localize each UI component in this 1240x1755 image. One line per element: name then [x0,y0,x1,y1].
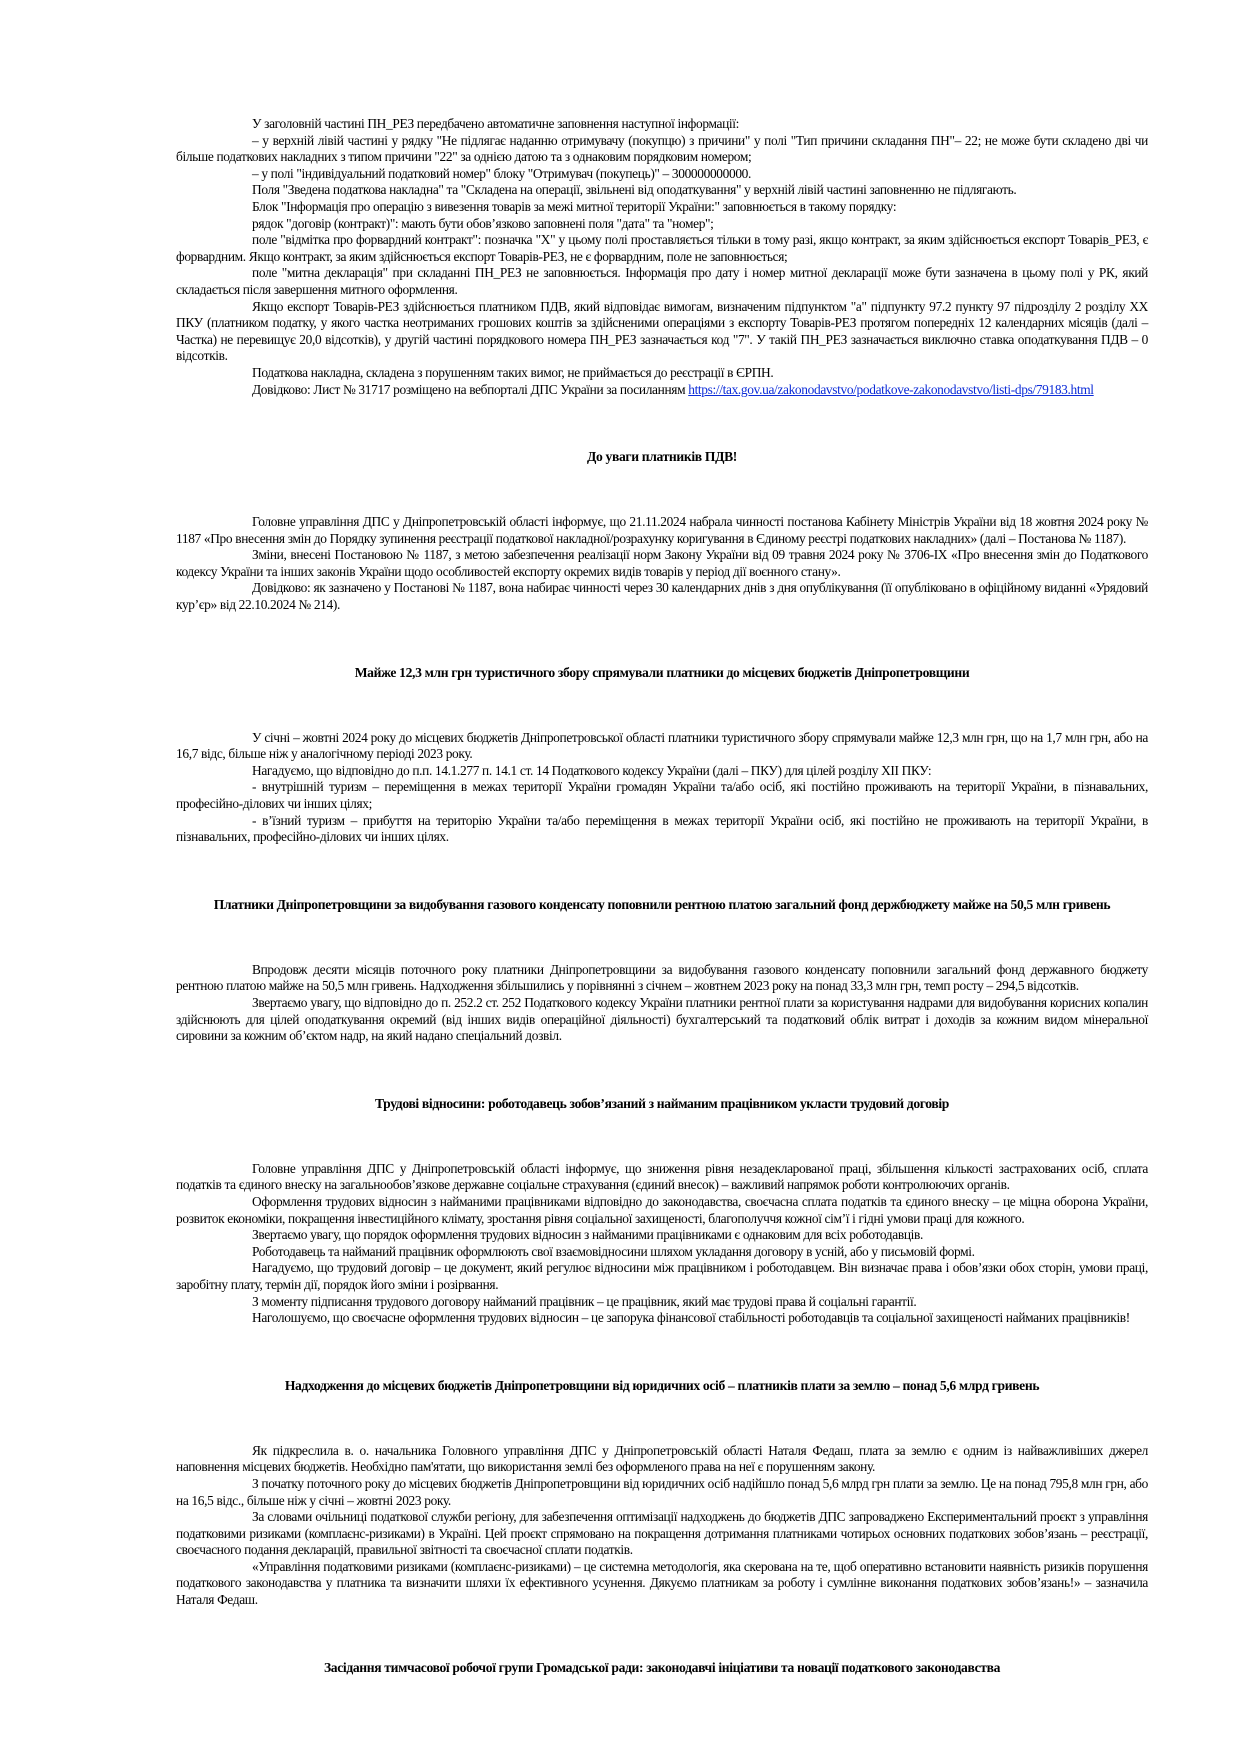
paragraph: поле "відмітка про форвардний контракт": позначка "Х" у цьому полі проставляється тільки в тому разі, якщо контракт, за яким здійснюється експорт Товарів_РЕЗ, є форвардним. Якщо контракт, за яким здійснюється експорт Товарів-РЕЗ, не є форвардним, поле не заповнюється; [176,232,1148,264]
section-title-vat: До уваги платників ПДВ! [587,449,737,465]
reference-text: Довідково: Лист № 31717 розміщено на вебпорталі ДПС України за посиланням [252,381,689,397]
paragraph: З моменту підписання трудового договору найманий працівник – це працівник, який має трудові права й соціальні гарантії. [252,1293,917,1309]
paragraph: – у верхній лівій частині у рядку "Не підлягає наданню отримувачу (покупцю) з причини" у полі "Тип причини складання ПН"– 22; не може бути складено дві чи більше податкових накладних з типом причини "22" за однією датою та з однаковим порядковим номером; [176,132,1148,165]
paragraph: рядок "договір (контракт)": мають бути обов’язково заповнені поля "дата" та "номер"; [252,215,714,231]
paragraph: Звертаємо увагу, що порядок оформлення трудових відносин з найманими працівниками є однаковим для всіх роботодавців. [252,1227,923,1243]
paragraph: За словами очільниці податкової служби регіону, для забезпечення оптимізації надходжень до бюджетів ДПС запроваджено Експериментальний проєкт з управління податковими ризиками (комплаєнс-ризиками) в Україні. Цей проєкт спрямовано на покращення дотримання платниками чотирьох основних податкових зобов’язань – реєстрації, своєчасного подання декларацій, правильної звітності та своєчасної сплати податків. [176,1509,1148,1558]
section-pn-rez [176,116,1148,398]
paragraph: - внутрішній туризм – переміщення в межах території України громадян України та/або осіб, які постійно проживають на території України, в пізнавальних, професійно-ділових чи інших цілях; [176,779,1148,812]
paragraph: Блок "Інформація про операцію з вивезення товарів за межі митної території України:" заповнюється в такому порядку: [252,198,897,214]
paragraph: Нагадуємо, що відповідно до п.п. 14.1.277 п. 14.1 ст. 14 Податкового кодексу України (далі – ПКУ) для цілей розділу XII ПКУ: [252,762,932,778]
paragraph: поле "митна декларація" при складанні ПН_РЕЗ не заповнюється. Інформація про дату і номер митної декларації може бути зазначена в цьому полі у РК, який складається після завершення митного оформлення. [176,265,1148,297]
paragraph: Оформлення трудових відносин з найманими працівниками відповідно до законодавства, своєчасна сплата податків та єдиного внеску – це міцна оборона України, розвиток економіки, покращення інвестиційного клімату, зростання рівня соціальної захищеності, благополуччя кожної сім’ї і гідні умови праці для кожного. [176,1193,1148,1226]
section-title-public-council: Засідання тимчасової робочої групи Громадської ради: законодавчі ініціативи та новації податкового законодавства [323,1659,1001,1675]
section-gas-condensate [176,962,1148,1045]
section-title-tourist-tax: Майже 12,3 млн грн туристичного збору спрямували платники до місцевих бюджетів Дніпропетровщини [354,664,970,680]
section-title-labor: Трудові відносини: роботодавець зобов’язаний з найманим працівником укласти трудовий договір [374,1095,949,1111]
paragraph: Поля "Зведена податкова накладна" та "Складена на операції, звільнені від оподаткування" у верхній лівій частині заповненню не підлягають. [252,182,1017,198]
paragraph: Нагадуємо, що трудовий договір – це документ, який регулює відносини між працівником і роботодавцем. Він визначає права і обов’язки обох сторін, умови праці, заробітну плату, термін дії, порядок його зміни і розірвання. [176,1260,1148,1292]
paragraph: У січні – жовтні 2024 року до місцевих бюджетів Дніпропетровської області платники туристичного збору спрямували майже 12,3 млн грн, що на 1,7 млн грн, або на 16,7 відс, більше ніж у аналогічному періоді 2023 року. [176,729,1148,762]
paragraph: Наголошуємо, що своєчасне оформлення трудових відносин – це запорука фінансової стабільності роботодавців та соціальної захищеності найманих працівників! [252,1310,1130,1326]
paragraph: У заголовній частині ПН_РЕЗ передбачено автоматичне заповнення наступної інформації: [252,116,740,131]
paragraph: Зміни, внесені Постановою № 1187, з метою забезпечення реалізації норм Закону України від 09 травня 2024 року № 3706-IX «Про внесення змін до Податкового кодексу України та інших законів України щодо особливостей експорту окремих видів товарів у період дії воєнного стану». [176,547,1148,579]
section-tourist-tax [176,730,1148,846]
section-title-land-tax: Надходження до місцевих бюджетів Дніпропетровщини від юридичних осіб – платників плати за землю – понад 5,6 млрд гривень [284,1377,1040,1393]
paragraph: Довідково: як зазначено у Постанові № 1187, вона набирає чинності через 30 календарних днів з дня опублікування (її опубліковано в офіційному виданні «Урядовий кур’єр» від 22.10.2024 № 214). [176,580,1148,613]
paragraph: Податкова накладна, складена з порушенням таких вимог, не приймається до реєстрації в ЄРПН. [252,364,774,380]
section-title-gas-condensate: Платники Дніпропетровщини за видобування газового конденсату поповнили рентною платою загальний фонд держбюджету майже на 50,5 млн гривень [213,896,1111,912]
section-labor [176,1161,1148,1327]
paragraph: Звертаємо увагу, що відповідно до п. 252.2 ст. 252 Податкового кодексу України платники рентної плати за користування надрами для видобування корисних копалин здійснюють для цілей оподаткування окремий (від інших видів операційної діяльності) бухгалтерський та податковий облік витрат і доходів за кожним видом мінеральної сировини за кожним об’єктом надр, на який надано спеціальний дозвіл. [176,995,1148,1044]
reference-paragraph [176,382,1148,399]
paragraph: Якщо експорт Товарів-РЕЗ здійснюється платником ПДВ, який відповідає вимогам, визначеним підпунктом "а" підпункту 97.2 пункту 97 підрозділу 2 розділу XX ПКУ (платником податку, у якого частка неотриманих грошових коштів за здійсненими операціями з експорту Товарів-РЕЗ протягом попередніх 12 календарних місяців (далі – Частка) не перевищує 20,0 відсотків), у другій частині порядкового номера ПН_РЕЗ зазначається код "7". У такій ПН_РЕЗ зазначається виключно ставка оподаткування ПДВ – 0 відсотків. [176,298,1148,364]
document-page [176,116,1148,1676]
paragraph: Як підкреслила в. о. начальника Головного управління ДПС у Дніпропетровській області Наталя Федаш, плата за землю є одним із найважливіших джерел наповнення місцевих бюджетів. Необхідно пам'ятати, що використання землі без оформленого права на неї є порушенням закону. [176,1442,1148,1475]
reference-link[interactable]: https://tax.gov.ua/zakonodavstvo/podatkove-zakonodavstvo/listi-dps/79183.html [688,381,1094,397]
paragraph: «Управління податковими ризиками (комплаєнс-ризиками) – це системна методологія, яка скерована на те, щоб оперативно встановити наявність ризиків порушення податкового законодавства у платника та визначити шляхи їх ефективного усунення. Дякуємо платникам за роботу і сумлінне виконання податкових зобов’язань!» – зазначила Наталя Федаш. [176,1558,1148,1608]
paragraph: З початку поточного року до місцевих бюджетів Дніпропетровщини від юридичних осіб надійшло понад 5,6 млрд грн плати за землю. Це на понад 795,8 млн грн, або на 16,5 відс., більше ніж у січні – жовтні 2023 року. [176,1475,1148,1508]
paragraph: Головне управління ДПС у Дніпропетровській області інформує, що 21.11.2024 набрала чинності постанова Кабінету Міністрів України від 18 жовтня 2024 року № 1187 «Про внесення змін до Порядку зупинення реєстрації податкової накладної/розрахунку коригування в Єдиному реєстрі податкових накладних» (далі – Постанова № 1187). [176,514,1148,546]
paragraph: - в’їзний туризм – прибуття на територію України та/або переміщення в межах території України осіб, які постійно не проживають на території України, в пізнавальних, професійно-ділових чи інших цілях. [176,812,1148,845]
paragraph: – у полі "індивідуальний податковий номер" блоку "Отримувач (покупець)" – 300000000000. [252,165,752,181]
paragraph: Впродовж десяти місяців поточного року платники Дніпропетровщини за видобування газового конденсату поповнили загальний фонд державного бюджету рентною платою майже на 50,5 млн гривень. Надходження збільшились у порівнянні з січнем – жовтнем 2023 року на понад 33,3 млн грн, темп росту – 294,5 відсотків. [176,961,1148,994]
paragraph: Роботодавець та найманий працівник оформлюють свої взаємовідносини шляхом укладання договору в усній, або у письмовій формі. [252,1243,975,1259]
section-vat [176,514,1148,614]
section-land-tax [176,1443,1148,1609]
paragraph: Головне управління ДПС у Дніпропетровській області інформує, що зниження рівня незадекларованої праці, збільшення кількості застрахованих осіб, сплата податків та єдиного внеску на загальнообов’язкове державне соціальне страхування (єдиний внесок) – важливий напрямок роботи контролюючих органів. [176,1160,1148,1193]
